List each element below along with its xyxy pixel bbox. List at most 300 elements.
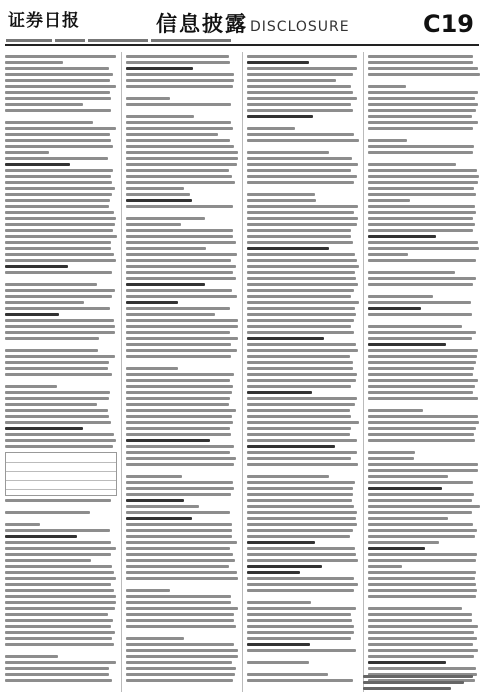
- text-line-placeholder: [247, 205, 358, 208]
- text-line-placeholder: [247, 169, 351, 172]
- text-line-placeholder: [368, 295, 433, 298]
- text-line-placeholder: [368, 325, 462, 328]
- text-line-placeholder: [247, 103, 351, 106]
- text-line-placeholder: [247, 283, 358, 286]
- text-line-placeholder: [368, 331, 476, 334]
- text-line-placeholder: [126, 349, 237, 352]
- text-line-placeholder: [126, 175, 232, 178]
- text-line-placeholder: [126, 259, 231, 262]
- text-line-placeholder: [247, 583, 358, 586]
- text-line-placeholder: [126, 541, 237, 544]
- text-line-placeholder: [5, 259, 116, 262]
- text-line-placeholder: [247, 199, 316, 202]
- text-line-placeholder: [126, 241, 236, 244]
- text-line-placeholder: [247, 373, 357, 376]
- text-line-placeholder: [247, 289, 354, 292]
- text-line-placeholder: [368, 67, 478, 70]
- text-line-placeholder: [368, 115, 472, 118]
- text-line-placeholder: [368, 559, 476, 562]
- text-line-placeholder: [126, 433, 231, 436]
- text-line-placeholder: [368, 85, 406, 88]
- text-line-placeholder: [5, 403, 97, 406]
- section-title-en: DISCLOSURE: [250, 19, 350, 35]
- text-line-placeholder: [5, 589, 114, 592]
- text-line-placeholder: [368, 367, 474, 370]
- text-line-placeholder: [126, 619, 234, 622]
- text-line-placeholder: [368, 613, 472, 616]
- text-line-placeholder: [5, 613, 108, 616]
- text-line-placeholder: [247, 97, 357, 100]
- text-line-placeholder: [247, 529, 353, 532]
- text-line-placeholder: [126, 253, 237, 256]
- text-line-placeholder: [5, 631, 115, 634]
- text-line-placeholder: [368, 625, 478, 628]
- text-line-placeholder: [126, 613, 234, 616]
- text-line-placeholder: [5, 583, 111, 586]
- text-line-placeholder: [126, 301, 178, 304]
- text-line-placeholder: [5, 427, 83, 430]
- text-line-placeholder: [247, 631, 354, 634]
- text-line-placeholder: [126, 649, 238, 652]
- text-line-placeholder: [368, 247, 479, 250]
- text-line-placeholder: [126, 61, 230, 64]
- text-line-placeholder: [247, 277, 356, 280]
- text-line-placeholder: [247, 247, 329, 250]
- text-line-placeholder: [126, 283, 205, 286]
- text-line-placeholder: [368, 553, 477, 556]
- text-line-placeholder: [247, 67, 357, 70]
- text-line-placeholder: [247, 607, 356, 610]
- text-line-placeholder: [5, 163, 70, 166]
- text-line-placeholder: [368, 391, 473, 394]
- text-line-placeholder: [247, 397, 357, 400]
- text-line-placeholder: [126, 481, 233, 484]
- text-line-placeholder: [126, 607, 238, 610]
- text-line-placeholder: [126, 319, 238, 322]
- text-line-placeholder: [5, 67, 109, 70]
- text-line-placeholder: [5, 547, 116, 550]
- text-line-placeholder: [247, 79, 336, 82]
- text-line-placeholder: [5, 295, 112, 298]
- text-line-placeholder: [126, 451, 230, 454]
- text-line-placeholder: [247, 481, 355, 484]
- text-line-placeholder: [126, 307, 230, 310]
- text-line-placeholder: [368, 571, 476, 574]
- text-line-placeholder: [368, 169, 477, 172]
- text-line-placeholder: [126, 163, 237, 166]
- text-line-placeholder: [126, 97, 170, 100]
- text-line-placeholder: [5, 235, 117, 238]
- text-line-placeholder: [247, 451, 357, 454]
- text-line-placeholder: [247, 157, 352, 160]
- text-line-placeholder: [247, 511, 357, 514]
- text-line-placeholder: [247, 619, 352, 622]
- text-line-placeholder: [5, 577, 116, 580]
- text-line-placeholder: [5, 367, 108, 370]
- text-line-placeholder: [247, 457, 351, 460]
- text-line-placeholder: [5, 355, 115, 358]
- text-line-placeholder: [368, 235, 436, 238]
- text-line-placeholder: [5, 205, 109, 208]
- text-line-placeholder: [368, 211, 476, 214]
- text-line-placeholder: [126, 157, 238, 160]
- text-line-placeholder: [368, 307, 421, 310]
- text-line-placeholder: [126, 499, 184, 502]
- text-line-placeholder: [368, 637, 477, 640]
- text-line-placeholder: [5, 217, 116, 220]
- text-line-placeholder: [5, 661, 116, 664]
- text-line-placeholder: [247, 493, 353, 496]
- text-line-placeholder: [126, 571, 237, 574]
- text-line-placeholder: [247, 349, 358, 352]
- text-line-placeholder: [5, 637, 112, 640]
- text-line-placeholder: [368, 661, 446, 664]
- text-line-placeholder: [368, 121, 478, 124]
- column-divider: [242, 52, 243, 692]
- text-line-placeholder: [247, 85, 351, 88]
- text-line-placeholder: [5, 445, 113, 448]
- text-line-placeholder: [368, 175, 479, 178]
- text-line-placeholder: [247, 211, 354, 214]
- text-line-placeholder: [368, 103, 478, 106]
- text-line-placeholder: [247, 445, 335, 448]
- text-line-placeholder: [247, 55, 357, 58]
- text-line-placeholder: [247, 109, 353, 112]
- text-line-placeholder: [247, 409, 350, 412]
- text-line-placeholder: [126, 421, 233, 424]
- page-body: [5, 52, 479, 692]
- text-line-placeholder: [247, 535, 350, 538]
- text-line-placeholder: [368, 655, 474, 658]
- text-line-placeholder: [247, 415, 351, 418]
- text-line-placeholder: [126, 547, 230, 550]
- text-line-placeholder: [5, 523, 40, 526]
- text-line-placeholder: [126, 229, 233, 232]
- text-line-placeholder: [126, 553, 233, 556]
- text-line-placeholder: [247, 385, 351, 388]
- text-line-placeholder: [368, 91, 478, 94]
- text-line-placeholder: [247, 379, 356, 382]
- text-line-placeholder: [247, 625, 354, 628]
- text-line-placeholder: [368, 337, 472, 340]
- text-line-placeholder: [247, 223, 357, 226]
- text-line-placeholder: [368, 373, 473, 376]
- section-title-zh: 信息披露: [156, 12, 248, 36]
- text-line-placeholder: [5, 151, 49, 154]
- text-line-placeholder: [5, 307, 110, 310]
- text-column-1: [5, 52, 117, 692]
- text-line-placeholder: [247, 331, 354, 334]
- text-line-placeholder: [126, 55, 229, 58]
- text-line-placeholder: [368, 451, 415, 454]
- text-line-placeholder: [247, 73, 353, 76]
- column-divider: [121, 52, 122, 692]
- text-line-placeholder: [126, 445, 234, 448]
- text-line-placeholder: [5, 607, 115, 610]
- text-line-placeholder: [247, 259, 357, 262]
- text-column-4: [368, 52, 480, 692]
- text-line-placeholder: [126, 457, 236, 460]
- text-line-placeholder: [5, 571, 114, 574]
- text-line-placeholder: [368, 583, 476, 586]
- text-line-placeholder: [247, 61, 309, 64]
- text-line-placeholder: [5, 247, 111, 250]
- text-line-placeholder: [126, 601, 231, 604]
- text-line-placeholder: [126, 409, 236, 412]
- text-line-placeholder: [5, 397, 109, 400]
- text-line-placeholder: [368, 229, 473, 232]
- text-line-placeholder: [5, 625, 111, 628]
- text-line-placeholder: [5, 385, 57, 388]
- masthead: [0, 0, 484, 46]
- text-line-placeholder: [5, 313, 59, 316]
- text-line-placeholder: [126, 511, 230, 514]
- text-line-placeholder: [5, 667, 109, 670]
- text-line-placeholder: [5, 127, 116, 130]
- text-line-placeholder: [368, 277, 476, 280]
- text-line-placeholder: [247, 229, 351, 232]
- text-line-placeholder: [368, 649, 478, 652]
- text-line-placeholder: [368, 379, 478, 382]
- text-line-placeholder: [368, 223, 475, 226]
- text-line-placeholder: [368, 271, 455, 274]
- text-line-placeholder: [126, 643, 234, 646]
- text-line-placeholder: [5, 655, 58, 658]
- text-line-placeholder: [368, 421, 479, 424]
- text-line-placeholder: [5, 679, 112, 682]
- section-title: [156, 8, 350, 38]
- text-line-placeholder: [247, 217, 358, 220]
- text-line-placeholder: [5, 331, 115, 334]
- text-line-placeholder: [247, 571, 300, 574]
- text-line-placeholder: [5, 157, 108, 160]
- text-line-placeholder: [126, 295, 237, 298]
- text-line-placeholder: [368, 61, 473, 64]
- text-line-placeholder: [247, 547, 355, 550]
- text-line-placeholder: [247, 361, 353, 364]
- text-line-placeholder: [368, 499, 472, 502]
- text-line-placeholder: [126, 115, 194, 118]
- text-line-placeholder: [126, 235, 233, 238]
- text-line-placeholder: [126, 73, 234, 76]
- text-line-placeholder: [5, 169, 113, 172]
- text-line-placeholder: [126, 373, 234, 376]
- text-line-placeholder: [5, 73, 113, 76]
- text-line-placeholder: [5, 265, 68, 268]
- text-line-placeholder: [368, 217, 473, 220]
- text-line-placeholder: [247, 367, 353, 370]
- text-line-placeholder: [126, 379, 230, 382]
- text-line-placeholder: [247, 679, 353, 682]
- text-line-placeholder: [247, 295, 351, 298]
- text-line-placeholder: [247, 499, 352, 502]
- text-line-placeholder: [368, 643, 473, 646]
- text-line-placeholder: [5, 61, 63, 64]
- text-line-placeholder: [247, 91, 353, 94]
- text-line-placeholder: [126, 487, 234, 490]
- column-divider: [363, 52, 364, 692]
- text-line-placeholder: [126, 331, 230, 334]
- text-line-placeholder: [5, 541, 111, 544]
- text-line-placeholder: [5, 85, 116, 88]
- text-line-placeholder: [126, 475, 182, 478]
- text-line-placeholder: [126, 535, 232, 538]
- text-line-placeholder: [126, 151, 238, 154]
- text-line-placeholder: [126, 505, 199, 508]
- text-line-placeholder: [368, 433, 474, 436]
- text-line-placeholder: [126, 595, 231, 598]
- text-line-placeholder: [126, 403, 229, 406]
- text-line-placeholder: [5, 229, 113, 232]
- text-line-placeholder: [247, 523, 357, 526]
- text-line-placeholder: [5, 211, 114, 214]
- text-line-placeholder: [247, 613, 351, 616]
- page-number: C19: [422, 10, 474, 38]
- text-line-placeholder: [126, 277, 236, 280]
- text-line-placeholder: [126, 529, 232, 532]
- text-line-placeholder: [126, 313, 215, 316]
- text-line-placeholder: [368, 667, 476, 670]
- text-line-placeholder: [368, 535, 475, 538]
- text-line-placeholder: [5, 283, 97, 286]
- text-line-placeholder: [247, 301, 359, 304]
- text-line-placeholder: [5, 529, 110, 532]
- text-line-placeholder: [368, 349, 478, 352]
- text-line-placeholder: [5, 565, 112, 568]
- text-line-placeholder: [247, 133, 354, 136]
- text-line-placeholder: [368, 385, 475, 388]
- table-placeholder: [5, 452, 117, 496]
- text-line-placeholder: [368, 199, 410, 202]
- text-line-placeholder: [5, 553, 111, 556]
- text-line-placeholder: [126, 169, 229, 172]
- text-line-placeholder: [368, 577, 475, 580]
- text-line-placeholder: [126, 367, 178, 370]
- text-line-placeholder: [247, 235, 351, 238]
- text-line-placeholder: [247, 355, 350, 358]
- text-line-placeholder: [368, 205, 475, 208]
- text-line-placeholder: [368, 343, 446, 346]
- text-line-placeholder: [5, 121, 93, 124]
- text-line-placeholder: [126, 391, 232, 394]
- text-line-placeholder: [247, 439, 357, 442]
- text-line-placeholder: [247, 127, 295, 130]
- text-line-placeholder: [247, 517, 356, 520]
- text-line-placeholder: [247, 253, 355, 256]
- text-line-placeholder: [5, 139, 111, 142]
- text-line-placeholder: [126, 271, 233, 274]
- text-line-placeholder: [368, 355, 477, 358]
- text-line-placeholder: [247, 487, 353, 490]
- text-line-placeholder: [247, 175, 357, 178]
- text-line-placeholder: [247, 541, 315, 544]
- text-line-placeholder: [247, 325, 351, 328]
- text-line-placeholder: [368, 241, 478, 244]
- text-line-placeholder: [247, 427, 351, 430]
- text-line-placeholder: [126, 673, 235, 676]
- text-line-placeholder: [368, 469, 478, 472]
- text-line-placeholder: [368, 427, 476, 430]
- text-line-placeholder: [368, 187, 474, 190]
- text-line-placeholder: [126, 427, 230, 430]
- text-line-placeholder: [5, 439, 116, 442]
- text-line-placeholder: [5, 361, 109, 364]
- text-line-placeholder: [126, 139, 230, 142]
- text-line-placeholder: [368, 163, 456, 166]
- text-line-placeholder: [247, 475, 329, 478]
- text-line-placeholder: [5, 103, 83, 106]
- text-line-placeholder: [368, 475, 448, 478]
- text-line-placeholder: [247, 151, 329, 154]
- text-line-placeholder: [247, 421, 359, 424]
- text-line-placeholder: [5, 433, 114, 436]
- text-column-3: [247, 52, 359, 692]
- text-line-placeholder: [126, 589, 170, 592]
- text-line-placeholder: [5, 619, 113, 622]
- text-line-placeholder: [126, 385, 233, 388]
- text-line-placeholder: [368, 463, 478, 466]
- text-line-placeholder: [247, 643, 310, 646]
- text-line-placeholder: [247, 337, 324, 340]
- text-line-placeholder: [126, 121, 231, 124]
- text-line-placeholder: [368, 301, 471, 304]
- text-line-placeholder: [247, 637, 351, 640]
- text-line-placeholder: [368, 565, 402, 568]
- text-line-placeholder: [247, 307, 355, 310]
- text-line-placeholder: [5, 133, 110, 136]
- text-line-placeholder: [368, 415, 478, 418]
- text-line-placeholder: [247, 319, 354, 322]
- text-line-placeholder: [126, 397, 230, 400]
- footer-note: [363, 672, 473, 690]
- text-line-placeholder: [126, 517, 192, 520]
- text-line-placeholder: [247, 163, 358, 166]
- text-line-placeholder: [5, 415, 109, 418]
- text-line-placeholder: [5, 421, 111, 424]
- text-line-placeholder: [126, 415, 232, 418]
- text-line-placeholder: [126, 265, 236, 268]
- text-line-placeholder: [247, 241, 353, 244]
- text-line-placeholder: [247, 343, 356, 346]
- text-line-placeholder: [5, 223, 115, 226]
- text-line-placeholder: [5, 673, 109, 676]
- text-line-placeholder: [5, 193, 112, 196]
- text-line-placeholder: [247, 559, 358, 562]
- text-line-placeholder: [126, 79, 234, 82]
- text-line-placeholder: [126, 523, 232, 526]
- text-line-placeholder: [126, 217, 205, 220]
- text-line-placeholder: [126, 181, 235, 184]
- text-line-placeholder: [5, 601, 116, 604]
- text-line-placeholder: [5, 199, 110, 202]
- text-line-placeholder: [368, 253, 408, 256]
- text-line-placeholder: [368, 493, 474, 496]
- text-line-placeholder: [368, 457, 414, 460]
- text-line-placeholder: [368, 139, 407, 142]
- text-line-placeholder: [126, 637, 184, 640]
- text-line-placeholder: [5, 55, 116, 58]
- text-line-placeholder: [247, 271, 355, 274]
- text-line-placeholder: [368, 55, 473, 58]
- text-line-placeholder: [126, 493, 231, 496]
- text-line-placeholder: [368, 541, 439, 544]
- text-line-placeholder: [247, 313, 356, 316]
- text-line-placeholder: [247, 601, 311, 604]
- text-line-placeholder: [126, 343, 231, 346]
- text-line-placeholder: [5, 391, 110, 394]
- text-line-placeholder: [5, 187, 115, 190]
- text-line-placeholder: [5, 409, 108, 412]
